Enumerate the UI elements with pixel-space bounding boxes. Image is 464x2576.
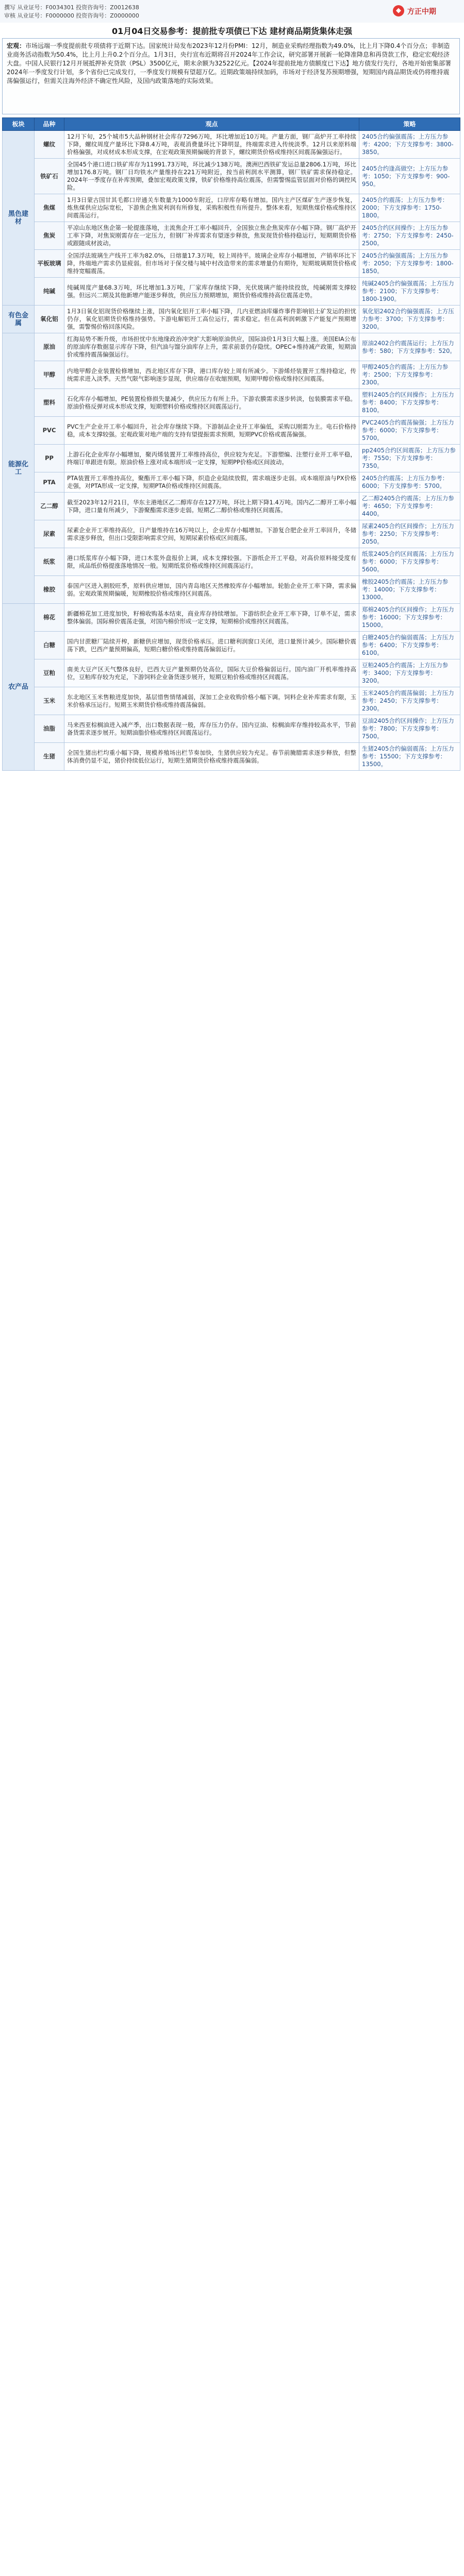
view-cell: 南美大豆产区天气整体良好，巴西大豆产量预期仍处高位，国际大豆价格偏弱运行。国内油厂开机率维持高位，豆粕库存较为充足，下游饲料企业备货逐步展开，短期豆粕价格或维持区间震荡。 [64,659,359,687]
product-cell: 螺纹 [35,131,64,159]
product-cell: 生猪 [35,743,64,771]
product-cell: 纸浆 [35,548,64,576]
table-row [3,131,460,159]
sector-cell: 有色金属 [3,306,35,333]
product-cell: 乙二醇 [35,493,64,520]
table-row [3,548,460,576]
product-cell: PVC [35,417,64,445]
view-cell: 石化库存小幅增加，PE装置检修损失量减少，供应压力有所上升。下游农膜需求逐步转淡，包装膜需求平稳。原油价格反弹对成本形成支撑，短期塑料价格或维持区间震荡运行。 [64,389,359,417]
table-row [3,743,460,771]
reference-table [2,117,460,771]
strategy-cell: 纸浆2405合约区间震荡；上方压力参考：6000；下方支撑参考：5600。 [359,548,460,576]
summary-text: 市场远端一季度提前批专项债将于近期下达。国家统计局发布2023年12月份PMI：12月，制造业采购经理指数为49.0%，比上月下降0.4个百分点；非制造业商务活动指数为50.4%，比上月上升0.2个百分点。1月3日，央行宣布近期将召开2024年工作会议，研究部署开展新一轮降准降息和再贷款工作，稳定宏观经济大盘。中国人民银行12月开展抵押补充贷款（PSL）3500亿元，期末余额为32522亿元。【2024年提前批地方债额度已下达】地方债发行先行，各地开始密集部署2024年一季度发行计划，多个省份已完成发行，一季度发行规模有望超万亿。近期政策端持续加码，市场对于经济复苏预期增强，短期国内商品期货或仍将维持震荡偏强运行，但需关注海外经济不确定性风险，及国内政策落地的实际效果。 [7,42,452,84]
view-cell: 平凉山东地区焦企第一轮提涨落地，主流焦企开工率小幅回升，全国独立焦企焦炭库存小幅下降。钢厂高炉开工率下降，对焦炭刚需存在一定压力，但钢厂补库需求有望逐步释放，焦炭现货价格持稳运行，短期期货价格或跟随成材波动。 [64,222,359,250]
macro-summary [2,38,460,114]
product-cell: 原油 [35,333,64,361]
view-cell: 上游石化企业库存小幅增加，聚丙烯装置开工率维持高位，供应较为充足。下游塑编、注塑行业开工率平稳，终端订单跟进有限。原油价格上涨对成本端形成一定支撑，短期PP价格或区间波动。 [64,445,359,472]
product-cell: 纯碱 [35,278,64,306]
view-cell: 全国生猪出栏均重小幅下降，规模养殖场出栏节奏加快，生猪供应较为充足。春节前腌腊需求逐步释放，但整体消费仍显不足，猪价持续低位运行，短期生猪期货价格或维持震荡偏弱。 [64,743,359,771]
table-row [3,361,460,389]
strategy-cell: 玉米2405合约震荡偏弱；上方压力参考：2450；下方支撑参考：2300。 [359,687,460,715]
view-cell: 全国45个港口进口铁矿库存为11991.73万吨，环比减少138万吨。澳洲巴西铁矿发运总量2806.1万吨，环比增加176.8万吨。钢厂日均铁水产量维持在221万吨附近，按当前利润水平测算，钢厂铁矿需求保持稳定。2024年一季度存在补库预期，叠加宏观政策支撑，铁矿价格维持高位震荡，但需警惕监管层面对价格的调控风险。 [64,159,359,194]
product-cell: 氧化铝 [35,306,64,333]
view-cell: 12月下旬，25个城市5大品种钢材社会库存7296万吨，环比增加近10万吨。产量方面，钢厂高炉开工率持续下降，螺纹周度产量环比下降8.4万吨，表观消费量环比下降明显，终端需求进入传统淡季。12月以来原料端价格偏强，对成材成本形成支撑，在宏观政策预期偏暖的背景下，螺纹期货价格或维持区间震荡偏强运行。 [64,131,359,159]
product-cell: 尿素 [35,520,64,548]
sector-cell: 能源化工 [3,333,35,604]
product-cell: 甲醇 [35,361,64,389]
table-row [3,222,460,250]
logo-icon: ◆ [393,5,404,16]
strategy-cell: 2405合约偏强震荡；上方压力参考：4200；下方支撑参考：3800-3850。 [359,131,460,159]
table-row [3,493,460,520]
product-cell: 橡胶 [35,576,64,604]
reviewer-line: 审核 从业证号：F0000000 投资咨询号：Z0000000 [4,12,139,19]
view-cell: 内地甲醇企业装置检修增加，西北地区库存下降，港口库存较上周有所减少。下游烯烃装置开工维持稳定，传统需求进入淡季。天然气限气影响逐步显现，供应端存在收缩预期，短期甲醇价格或维持区间震荡。 [64,361,359,389]
col-sector: 板块 [3,118,35,131]
strategy-cell: 尿素2405合约区间操作；上方压力参考：2250；下方支撑参考：2050。 [359,520,460,548]
strategy-cell: PVC2405合约震荡偏强；上方压力参考：6000；下方支撑参考：5700。 [359,417,460,445]
table-row [3,389,460,417]
table-row [3,604,460,632]
report-header [0,0,464,23]
strategy-cell: 2405合约区间操作；上方压力参考：2750；下方支撑参考：2450-2500。 [359,222,460,250]
strategy-cell: 橡胶2405合约震荡；上方压力参考：14000；下方支撑参考：13000。 [359,576,460,604]
view-cell: 尿素企业开工率维持高位，日产量维持在16万吨以上，企业库存小幅增加。下游复合肥企业开工率回升，冬储需求逐步释放，但出口受限影响需求空间，短期尿素价格或区间震荡。 [64,520,359,548]
view-cell: 截至2023年12月21日，华东主港地区乙二醇库存在127万吨，环比上期下降1.4万吨。国内乙二醇开工率小幅下降，进口量有所减少，下游聚酯需求逐步走弱。短期乙二醇价格或维持区间震荡。 [64,493,359,520]
strategy-cell: 豆粕2405合约震荡；上方压力参考：3400；下方支撑参考：3200。 [359,659,460,687]
view-cell: 新疆棉花加工进度加快，籽棉收购基本结束，商业库存持续增加。下游纺织企业开工率下降，订单不足，需求整体偏弱。国际棉价震荡走强，对国内棉价形成一定支撑，短期棉价或维持区间震荡。 [64,604,359,632]
strategy-cell: 豆油2405合约区间操作；上方压力参考：7800；下方支撑参考：7500。 [359,715,460,743]
view-cell: 东北地区玉米售粮进度加快，基层惜售情绪减弱，深加工企业收购价格小幅下调。饲料企业补库需求有限，玉米价格承压运行。短期玉米期货价格或维持震荡偏弱。 [64,687,359,715]
table-row [3,194,460,222]
product-cell: 豆粕 [35,659,64,687]
strategy-cell: 乙二醇2405合约震荡；上方压力参考：4650；下方支撑参考：4400。 [359,493,460,520]
strategy-cell: 2405合约逢高做空；上方压力参考：1050；下方支撑参考：900-950。 [359,159,460,194]
table-row [3,250,460,278]
product-cell: 塑料 [35,389,64,417]
strategy-cell: pp2405合约区间震荡；上方压力参考：7550；下方支撑参考：7350。 [359,445,460,472]
strategy-cell: 原油2402合约震荡运行；上方压力参考：580；下方支撑参考：520。 [359,333,460,361]
product-cell: 焦煤 [35,194,64,222]
view-cell: 1月3日氧化铝现货价格继续上涨，国内氧化铝开工率小幅下降，几内亚燃油库爆炸事件影响铝土矿发运的担忧仍存，氧化铝期货价格维持强势。下游电解铝开工高位运行，需求稳定。但在高利润刺激下产能复产预期增强，需警惕价格回落风险。 [64,306,359,333]
strategy-cell: 郑棉2405合约区间操作；上方压力参考：16000；下方支撑参考：15000。 [359,604,460,632]
table-row [3,306,460,333]
strategy-cell: 生猪2405合约偏弱震荡；上方压力参考：15500；下方支撑参考：13500。 [359,743,460,771]
summary-label: 宏观： [7,42,26,49]
view-cell: 港口纸浆库存小幅下降，进口木浆外盘报价上调，成本支撑较强。下游纸企开工平稳，对高价原料接受度有限，成品纸价格提涨落地情况一般。短期纸浆价格或维持区间震荡运行。 [64,548,359,576]
view-cell: 泰国产区进入割胶旺季，原料供应增加，国内青岛地区天然橡胶库存小幅增加。轮胎企业开工率下降，需求偏弱。宏观政策预期偏暖，短期橡胶价格或维持区间震荡。 [64,576,359,604]
product-cell: 玉米 [35,687,64,715]
sector-cell: 农产品 [3,604,35,771]
table-row [3,278,460,306]
strategy-cell: 白糖2405合约偏弱震荡；上方压力参考：6400；下方支撑参考：6100。 [359,632,460,659]
table-row [3,659,460,687]
product-cell: 平板玻璃 [35,250,64,278]
strategy-cell: 2405合约震荡；上方压力参考：2000；下方支撑参考：1750-1800。 [359,194,460,222]
table-row [3,472,460,493]
col-product: 品种 [35,118,64,131]
strategy-cell: 纯碱2405合约偏强震荡；上方压力参考：2100；下方支撑参考：1800-1900。 [359,278,460,306]
table-row [3,715,460,743]
view-cell: 纯碱周度产量68.3万吨，环比增加1.3万吨，厂家库存继续下降，光伏玻璃产能持续投放，纯碱刚需支撑较强。但远兴二期及其他新增产能逐步释放，供应压力预期增加，期货价格或维持高位震荡走势。 [64,278,359,306]
product-cell: 棉花 [35,604,64,632]
product-cell: 铁矿石 [35,159,64,194]
product-cell: 油脂 [35,715,64,743]
table-row [3,417,460,445]
view-cell: 全国浮法玻璃生产线开工率为82.0%，日熔量17.3万吨，较上周持平。玻璃企业库存小幅增加，产销率环比下降，终端地产需求仍显疲弱。但市场对于保交楼与城中村改造带来的需求增量仍有期待，短期玻璃期货价格或维持宽幅震荡。 [64,250,359,278]
view-cell: 红海局势不断升级，市场担忧中东地缘政治冲突扩大影响原油供应，国际油价1月3日大幅上涨。美国EIA公布的原油库存数据显示库存下降，但汽油与馏分油库存上升，需求前景仍存隐忧。OPEC+维持减产政策，短期油价或维持震荡偏强运行。 [64,333,359,361]
product-cell: 焦炭 [35,222,64,250]
strategy-cell: 甲醇2405合约震荡；上方压力参考：2500；下方支撑参考：2300。 [359,361,460,389]
strategy-cell: 塑料2405合约区间操作；上方压力参考：8400；下方支撑参考：8100。 [359,389,460,417]
col-strategy: 策略 [359,118,460,131]
author-line: 撰写 从业证号：F0034301 投资咨询号：Z0012638 [4,4,139,11]
view-cell: 1月3日蒙古国甘其毛都口岸通关车数量为1000车附近，口岸库存略有增加。国内主产区煤矿生产逐步恢复，炼焦煤供应边际宽松，下游焦企焦炭利润有所修复，采购积极性有所提升。整体来看，短期焦煤价格或维持区间震荡运行。 [64,194,359,222]
page-title: 01月04日交易参考：提前批专项债已下达 建材商品期货集体走强 [111,26,353,36]
logo-text: 方正中期 [407,8,436,16]
product-cell: 白糖 [35,632,64,659]
col-view: 观点 [64,118,359,131]
table-header-row [3,118,460,131]
table-row [3,576,460,604]
strategy-cell: 2405合约偏强震荡；上方压力参考：2050；下方支撑参考：1800-1850。 [359,250,460,278]
table-row [3,687,460,715]
table-row [3,632,460,659]
sector-cell: 黑色建材 [3,131,35,306]
table-row [3,445,460,472]
table-body [3,131,460,771]
product-cell: PP [35,445,64,472]
product-cell: PTA [35,472,64,493]
strategy-cell: 氧化铝2402合约偏强震荡；上方压力参考：3700；下方支撑参考：3200。 [359,306,460,333]
view-cell: 国内甘蔗糖厂陆续开榨，新糖供应增加，现货价格承压。进口糖利润窗口关闭，进口量预计减少。国际糖价震荡下跌，巴西产量预期偏高，短期白糖价格或维持震荡偏弱运行。 [64,632,359,659]
table-row [3,159,460,194]
view-cell: PVC生产企业开工率小幅回升，社会库存继续下降。下游制品企业开工率偏低，采购以刚需为主。电石价格持稳，成本支撑较强。宏观政策对地产端的支持有望提振需求预期，短期PVC价格或震荡偏强。 [64,417,359,445]
table-row [3,333,460,361]
strategy-cell: 2405合约震荡；上方压力参考：6000；下方支撑参考：5700。 [359,472,460,493]
table-row [3,520,460,548]
view-cell: PTA装置开工率维持高位，聚酯开工率小幅下降，织造企业陆续放假，需求端逐步走弱。成本端原油与PX价格走强，对PTA形成一定支撑，短期PTA价格或维持区间震荡。 [64,472,359,493]
company-logo [393,4,459,18]
view-cell: 马来西亚棕榈油进入减产季，出口数据表现一般，库存压力仍存。国内豆油、棕榈油库存维持较高水平，节前备货需求逐步展开。短期油脂价格或维持区间震荡运行。 [64,715,359,743]
